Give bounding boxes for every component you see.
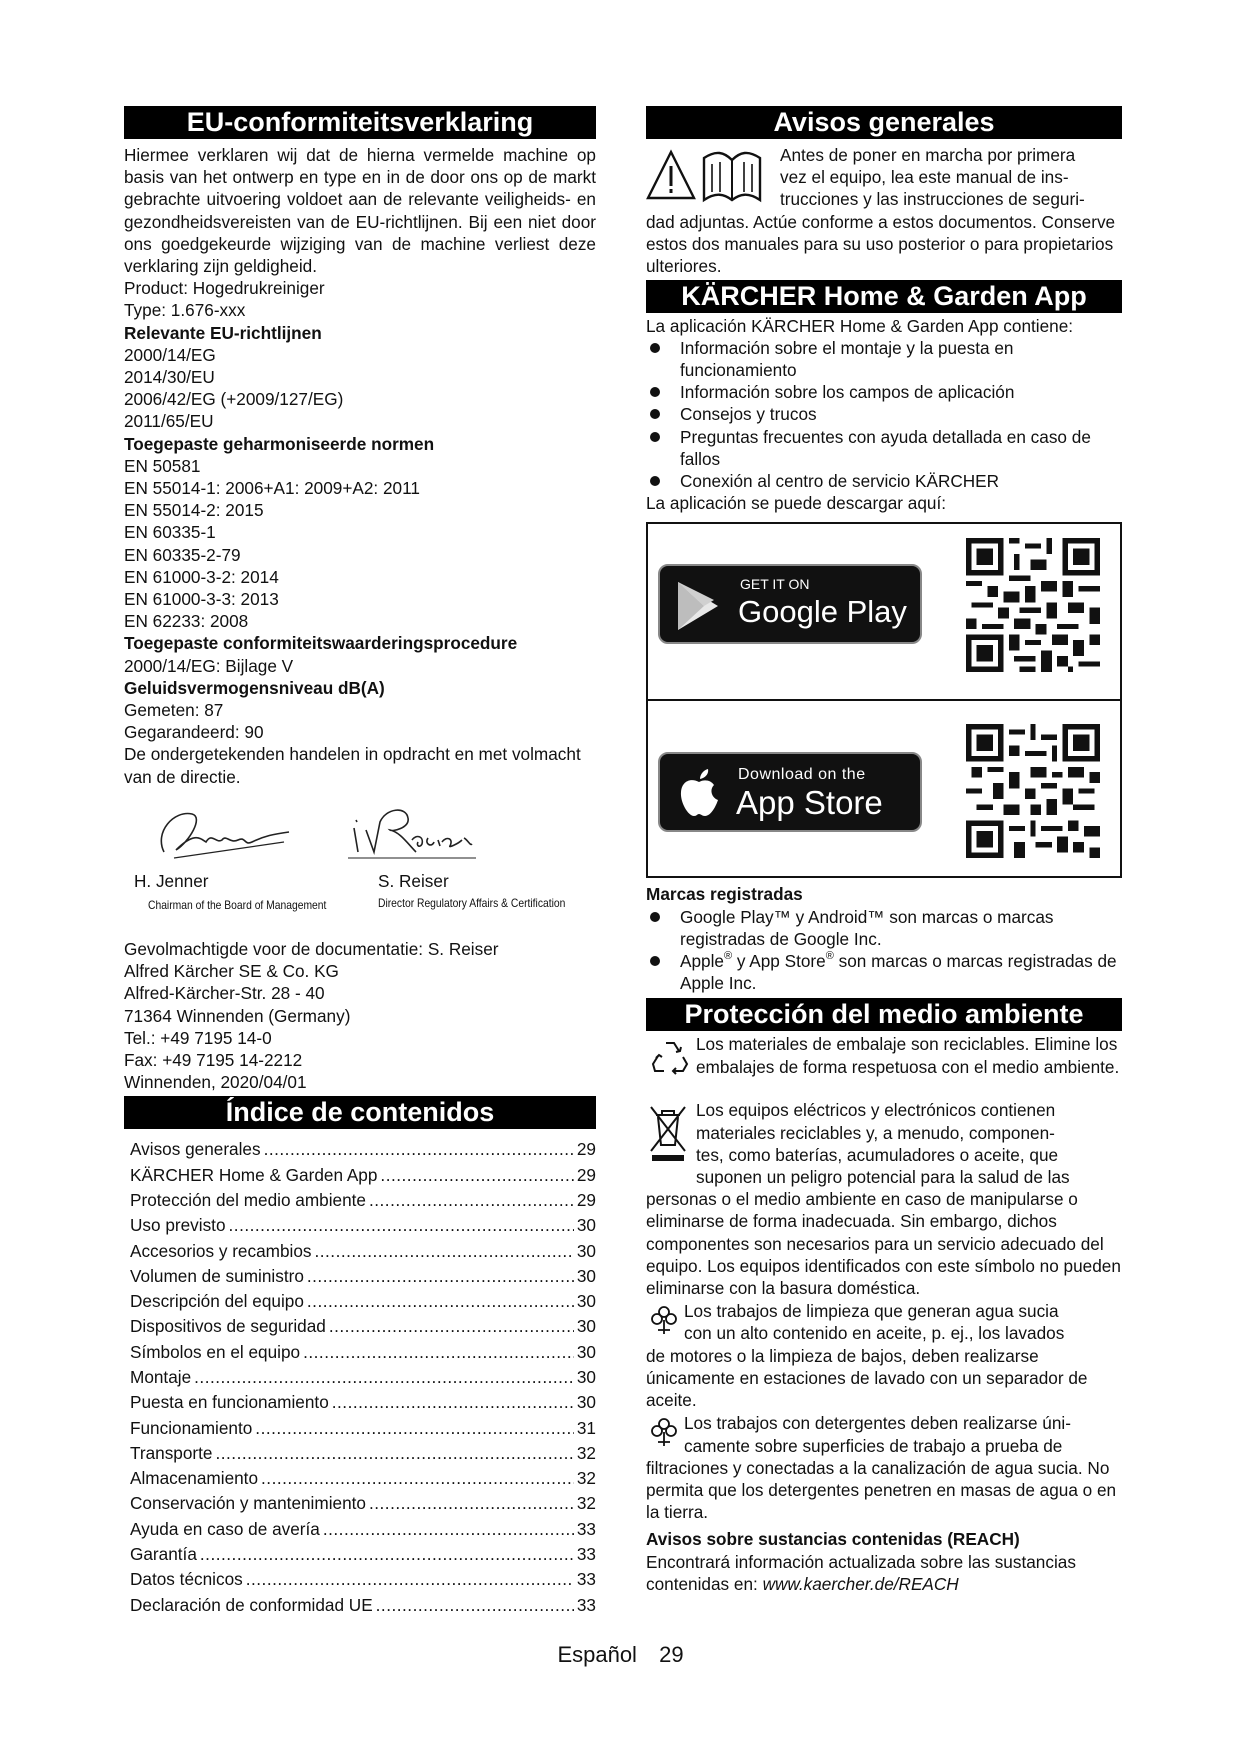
- toc-entry-label: Almacenamiento: [130, 1468, 259, 1489]
- list-item: Conexión al centro de servicio KÄRCHER: [646, 470, 1122, 492]
- toc-entry-page: 33: [576, 1569, 596, 1590]
- divider: [648, 699, 1120, 701]
- address-line: Alfred-Kärcher-Str. 28 - 40: [124, 983, 325, 1004]
- right-column: [646, 106, 1122, 1595]
- address-line: 71364 Winnenden (Germany): [124, 1005, 351, 1026]
- toc-entry[interactable]: [130, 1188, 596, 1213]
- eu-type: Type: 1.676-xxx: [124, 300, 246, 321]
- google-play-small: GET IT ON: [740, 576, 810, 593]
- app-store-big: App Store: [736, 784, 883, 822]
- toc-entry-page: 30: [576, 1341, 596, 1362]
- oil-water-paragraph: [646, 1300, 1122, 1411]
- toc-entry-label: Dispositivos de seguridad: [130, 1316, 326, 1337]
- toc-entry-page: 30: [576, 1265, 596, 1286]
- left-column: [124, 106, 596, 1618]
- signatory-title: Director Regulatory Affairs & Certification: [378, 895, 566, 910]
- detergent-line: Los trabajos con detergentes deben realizarse úni-: [684, 1413, 1071, 1434]
- toc-entry-label: Datos técnicos: [130, 1569, 243, 1590]
- general-notes-heading: Avisos generales: [646, 106, 1122, 139]
- reach-paragraph: [646, 1551, 1122, 1595]
- toc-entry-label: Volumen de suministro: [130, 1265, 304, 1286]
- signatory-name: H. Jenner: [134, 870, 209, 891]
- toc-entry[interactable]: [130, 1289, 596, 1314]
- toc-entry-label: Ayuda en caso de avería: [130, 1518, 320, 1539]
- toc-entry[interactable]: [130, 1441, 596, 1466]
- toc-entry[interactable]: [130, 1213, 596, 1238]
- toc-entry[interactable]: [130, 1542, 596, 1567]
- app-store-small: Download on the: [738, 766, 866, 784]
- toc-entry-page: 29: [576, 1164, 596, 1185]
- toc-entry[interactable]: [130, 1137, 596, 1162]
- oil-water-line: Los trabajos de limpieza que generan agua sucia: [684, 1301, 1059, 1322]
- detergent-text: filtraciones y conectadas a la canalización de agua sucia. No permita que los detergentes penetren en masas de agua o en la tierra.: [646, 1457, 1117, 1523]
- toc-entry[interactable]: [130, 1491, 596, 1516]
- trademarks-title: Marcas registradas: [646, 884, 803, 905]
- toc-entry[interactable]: [130, 1517, 596, 1542]
- toc-entry-page: 32: [576, 1468, 596, 1489]
- app-feature-list: [646, 337, 1122, 492]
- general-notes-intro: [646, 144, 1122, 211]
- eu-sound-title: Geluidsvermogensniveau dB(A): [124, 677, 385, 698]
- toc-entry-label: Símbolos en el equipo: [130, 1341, 301, 1362]
- google-play-button[interactable]: [658, 564, 922, 644]
- toc-entry-page: 30: [576, 1240, 596, 1261]
- toc-heading: Índice de contenidos: [124, 1096, 596, 1129]
- water-protection-icon: [650, 1416, 678, 1448]
- signatory-name: S. Reiser: [378, 870, 449, 891]
- eu-standard: EN 60335-2-79: [124, 544, 241, 565]
- electronics-paragraph: [646, 1099, 1122, 1299]
- list-item: Información sobre los campos de aplicación: [646, 381, 1122, 403]
- reach-title: Avisos sobre sustancias contenidas (REACH): [646, 1529, 1020, 1550]
- eu-directive: 2000/14/EG: [124, 344, 216, 365]
- toc-entry-label: Garantía: [130, 1544, 197, 1565]
- eu-standard: EN 55014-2: 2015: [124, 500, 264, 521]
- eu-closing: De ondergetekenden handelen in opdracht en met volmacht van de directie.: [124, 744, 581, 787]
- packaging-paragraph: [646, 1033, 1122, 1099]
- address-block: [124, 938, 596, 1093]
- toc-entry-label: Avisos generales: [130, 1139, 261, 1160]
- toc-entry[interactable]: [130, 1567, 596, 1592]
- water-protection-icon: [650, 1304, 678, 1336]
- oil-water-text: de motores o la limpieza de bajos, deben realizarse únicamente en estaciones de lavado con un separador de aceite.: [646, 1345, 1088, 1411]
- general-notes-line: trucciones y las instrucciones de seguri-: [780, 189, 1085, 210]
- toc-entry-label: Protección del medio ambiente: [130, 1189, 366, 1210]
- eu-directive: 2011/65/EU: [124, 411, 214, 432]
- toc-entry-page: 30: [576, 1316, 596, 1337]
- toc-entry-label: Uso previsto: [130, 1215, 226, 1236]
- list-item: Google Play™ y Android™ son marcas o marcas registradas de Google Inc.: [646, 906, 1122, 950]
- toc-entry-page: 29: [576, 1189, 596, 1210]
- toc-entry-label: Montaje: [130, 1366, 192, 1387]
- toc-entry[interactable]: [130, 1593, 596, 1618]
- eu-standard: EN 61000-3-2: 2014: [124, 566, 279, 587]
- list-item: Información sobre el montaje y la puesta en funcionamiento: [646, 337, 1122, 381]
- electronics-text: personas o el medio ambiente en caso de manipularse o eliminarse de forma inadecuada. Sin embargo, dichos componentes son necesarios para un servicio adecuado del equipo. Los equipos identificados con este símbolo no pueden eliminarse con la basura doméstica.: [646, 1189, 1121, 1299]
- packaging-text: Los materiales de embalaje son reciclables. Elimine los embalajes de forma respetuosa con el medio ambiente.: [696, 1034, 1120, 1077]
- jenner-signature: [134, 802, 294, 862]
- address-line: Tel.: +49 7195 14-0: [124, 1027, 272, 1048]
- app-intro: La aplicación KÄRCHER Home & Garden App contiene:: [646, 315, 1074, 336]
- electronics-line: tes, como baterías, acumuladores o aceite, que: [696, 1144, 1059, 1165]
- google-play-qr-code: [966, 538, 1100, 672]
- app-store-button[interactable]: [658, 752, 922, 832]
- toc-entry-label: Transporte: [130, 1442, 213, 1463]
- app-store-qr-code: [966, 724, 1100, 858]
- toc-entry-page: 33: [576, 1594, 596, 1615]
- reach-text: Encontrará información actualizada sobre las sustancias contenidas en:: [646, 1551, 1076, 1594]
- eu-standard: EN 55014-1: 2006+A1: 2009+A2: 2011: [124, 478, 420, 499]
- eu-directive: 2006/42/EG (+2009/127/EG): [124, 389, 344, 410]
- address-line: Alfred Kärcher SE & Co. KG: [124, 961, 339, 982]
- toc-entry-label: Declaración de conformidad UE: [130, 1594, 373, 1615]
- warning-manual-icon: [646, 146, 766, 204]
- eu-procedure-title: Toegepaste conformiteitswaarderingsprocedure: [124, 633, 518, 654]
- signatory-title: Chairman of the Board of Management: [148, 897, 327, 912]
- eu-standard: EN 60335-1: [124, 522, 216, 543]
- toc-entry-label: Conservación y mantenimiento: [130, 1493, 366, 1514]
- eu-intro: Hiermee verklaren wij dat de hierna vermelde machine op basis van het ontwerp en type en in de door ons op de markt gebrachte uitvoering voldoet aan de relevante veiligheids- en gezondheidsvereisten van de EU-richtlijnen. Bij een niet door ons goedgekeurde wijziging van de machine verliest deze verklaring zijn geldigheid.: [124, 145, 596, 277]
- toc-entry[interactable]: [130, 1365, 596, 1390]
- toc-entry-page: 29: [576, 1139, 596, 1160]
- eu-guaranteed: Gegarandeerd: 90: [124, 722, 264, 743]
- electronics-line: materiales reciclables y, a menudo, componen-: [696, 1122, 1055, 1143]
- electronics-line: suponen un peligro potencial para la salud de las: [696, 1167, 1070, 1188]
- eu-standard: EN 62233: 2008: [124, 611, 249, 632]
- list-item: Apple® y App Store® son marcas o marcas registradas de Apple Inc.: [646, 950, 1122, 994]
- toc-entry-page: 33: [576, 1518, 596, 1539]
- toc-entry-page: 30: [576, 1392, 596, 1413]
- toc-entry-page: 31: [576, 1417, 596, 1438]
- list-item: Consejos y trucos: [646, 403, 1122, 425]
- oil-water-line: con un alto contenido en aceite, p. ej., los lavados: [684, 1323, 1065, 1344]
- address-line: Gevolmachtigde voor de documentatie: S. Reiser: [124, 938, 499, 959]
- eu-standards-title: Toegepaste geharmoniseerde normen: [124, 433, 435, 454]
- toc-entry-page: 30: [576, 1215, 596, 1236]
- app-download-box: [646, 522, 1122, 878]
- environment-heading: Protección del medio ambiente: [646, 998, 1122, 1031]
- toc-entry-label: Descripción del equipo: [130, 1291, 304, 1312]
- toc-entry[interactable]: [130, 1466, 596, 1491]
- toc-entry-label: KÄRCHER Home & Garden App: [130, 1164, 378, 1185]
- eu-standard: EN 50581: [124, 455, 201, 476]
- toc-entry-page: 33: [576, 1544, 596, 1565]
- reach-link[interactable]: www.kaercher.de/REACH: [762, 1573, 959, 1594]
- trademarks-list: [646, 906, 1122, 995]
- signatures: [124, 788, 596, 926]
- toc-entry[interactable]: [130, 1239, 596, 1264]
- general-notes-text: dad adjuntas. Actúe conforme a estos documentos. Conserve estos dos manuales para su uso posterior o para propietarios ulteriores.: [646, 212, 1116, 277]
- app-heading: KÄRCHER Home & Garden App: [646, 280, 1122, 313]
- toc-entry[interactable]: [130, 1390, 596, 1415]
- page-number: 29: [659, 1642, 684, 1667]
- recycling-icon: [650, 1037, 690, 1077]
- eu-product: Product: Hogedrukreiniger: [124, 278, 325, 299]
- weee-bin-icon: [648, 1103, 688, 1163]
- list-item: Preguntas frecuentes con ayuda detallada en caso de fallos: [646, 426, 1122, 470]
- electronics-line: Los equipos eléctricos y electrónicos contienen: [696, 1100, 1056, 1121]
- toc-entry-page: 32: [576, 1493, 596, 1514]
- toc-entry[interactable]: [130, 1314, 596, 1339]
- google-play-big: Google Play: [738, 594, 907, 630]
- toc-entry[interactable]: [130, 1340, 596, 1365]
- reiser-signature: [346, 800, 486, 860]
- google-play-icon: [674, 580, 722, 632]
- toc-entry[interactable]: [130, 1416, 596, 1441]
- address-line: Fax: +49 7195 14-2212: [124, 1049, 303, 1070]
- general-notes-line: vez el equipo, lea este manual de ins-: [780, 167, 1069, 188]
- eu-directive: 2014/30/EU: [124, 367, 215, 388]
- general-notes-line: Antes de poner en marcha por primera: [780, 145, 1076, 165]
- table-of-contents: [124, 1129, 596, 1618]
- detergent-line: camente sobre superficies de trabajo a prueba de: [684, 1435, 1063, 1456]
- footer-language: Español: [557, 1642, 637, 1667]
- toc-entry-page: 30: [576, 1291, 596, 1312]
- eu-measured: Gemeten: 87: [124, 700, 224, 721]
- eu-directives-title: Relevante EU-richtlijnen: [124, 322, 322, 343]
- app-download-text: La aplicación se puede descargar aquí:: [646, 493, 947, 514]
- eu-procedure: 2000/14/EG: Bijlage V: [124, 655, 294, 676]
- toc-entry[interactable]: [130, 1264, 596, 1289]
- page-footer: [0, 1644, 1241, 1666]
- eu-standard: EN 61000-3-3: 2013: [124, 589, 279, 610]
- toc-entry-label: Funcionamiento: [130, 1417, 253, 1438]
- toc-entry-page: 32: [576, 1442, 596, 1463]
- toc-entry-label: Puesta en funcionamiento: [130, 1392, 329, 1413]
- toc-entry[interactable]: [130, 1163, 596, 1188]
- eu-declaration-heading: EU-conformiteitsverklaring: [124, 106, 596, 139]
- toc-entry-label: Accesorios y recambios: [130, 1240, 312, 1261]
- apple-icon: [678, 768, 720, 818]
- detergent-paragraph: [646, 1412, 1122, 1523]
- toc-entry-page: 30: [576, 1366, 596, 1387]
- address-line: Winnenden, 2020/04/01: [124, 1072, 307, 1093]
